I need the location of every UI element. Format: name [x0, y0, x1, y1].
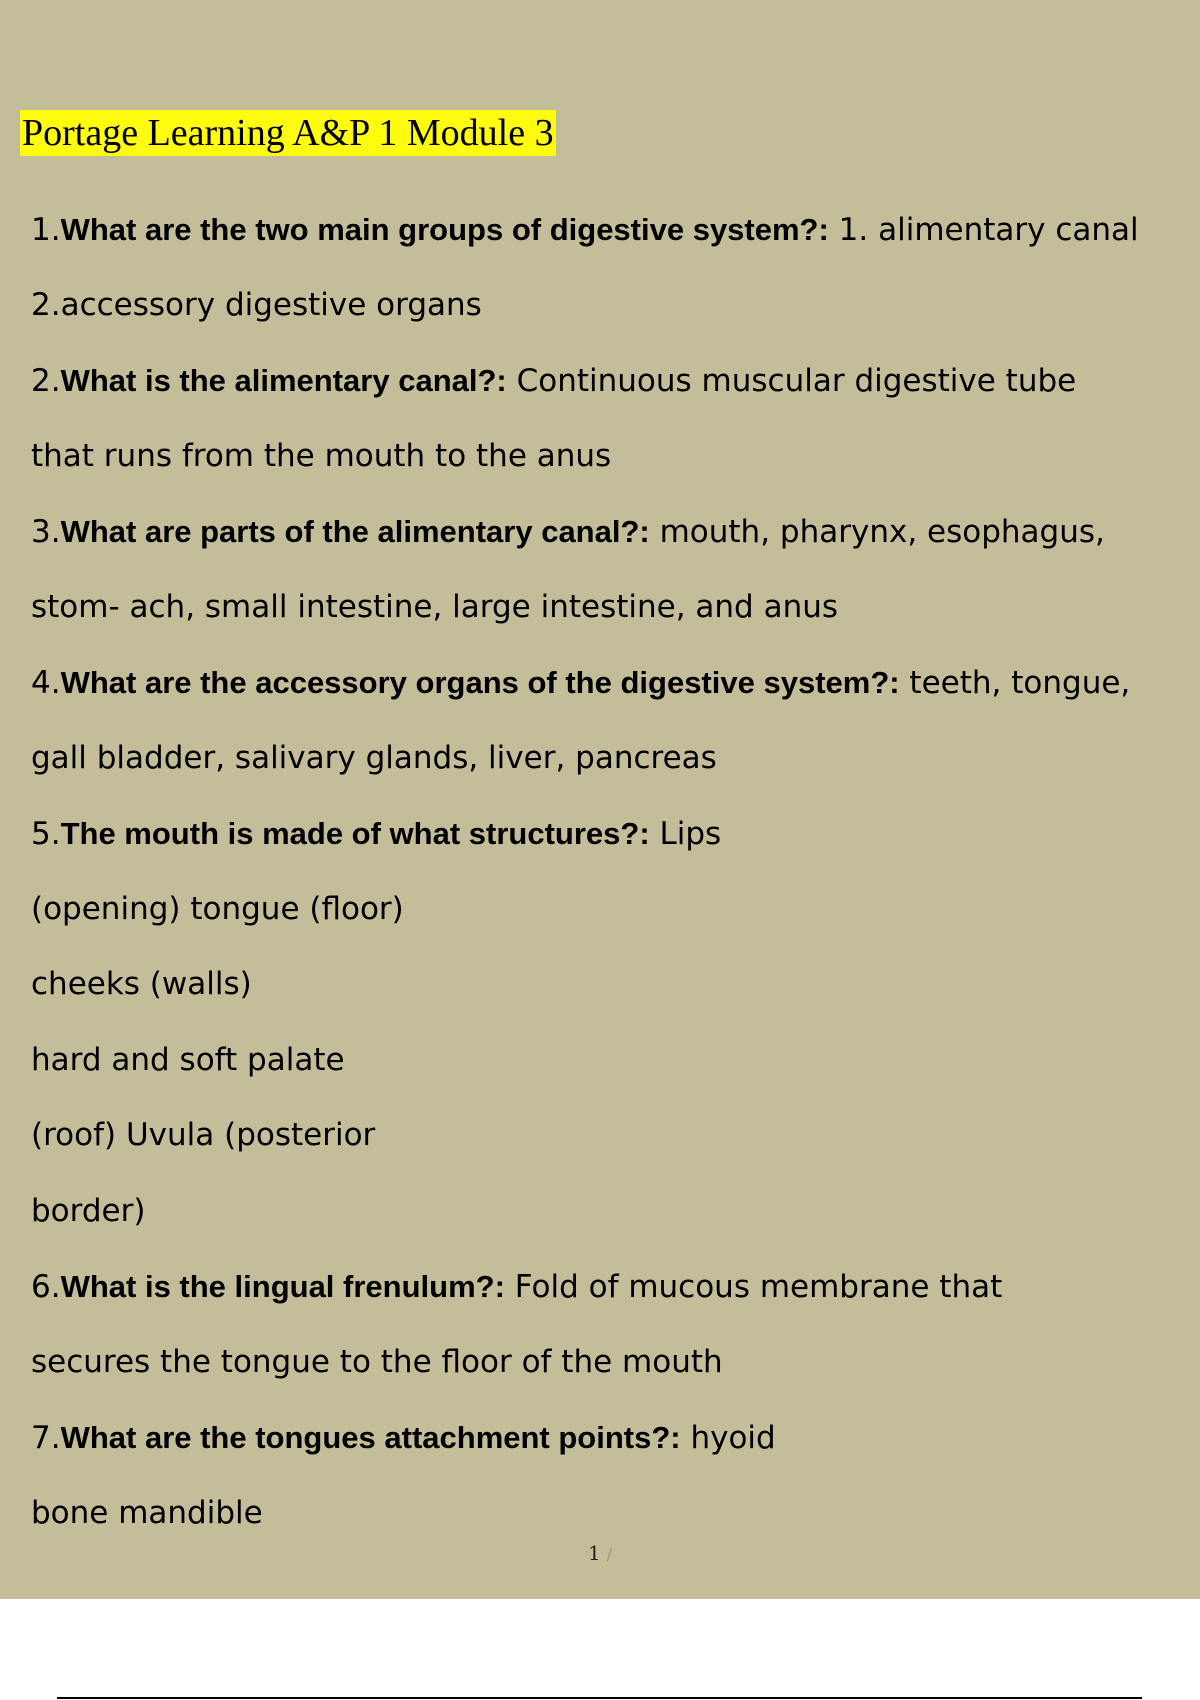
question-line	[31, 1249, 1191, 1325]
answer-line: cheeks (walls)	[31, 966, 252, 1002]
question-text: What is the lingual frenulum?:	[60, 1269, 505, 1304]
question-text: What are the accessory organs of the digestive system?:	[60, 665, 900, 700]
page-number-separator: /	[606, 1545, 613, 1564]
answer-line: hard and soft palate	[31, 1041, 345, 1078]
item-number: 4.	[31, 665, 61, 701]
item-number: 5.	[31, 816, 61, 852]
item-number: 2.	[31, 363, 61, 399]
answer-line: that runs from the mouth to the anus	[31, 437, 612, 474]
answer-line: stom- ach, small intestine, large intestine, and anus	[31, 588, 839, 625]
page-number	[0, 1541, 1200, 1565]
answer-line: secures the tongue to the floor of the mouth	[31, 1343, 723, 1380]
question-line	[31, 1400, 1191, 1476]
question-text: What are the tongues attachment points?:	[60, 1420, 681, 1455]
item-number: 3.	[31, 514, 61, 550]
item-number: 6.	[31, 1269, 61, 1305]
answer-text: mouth, pharynx, esophagus,	[649, 514, 1105, 550]
flashcard-list	[31, 192, 1191, 1551]
question-line	[31, 645, 1191, 721]
question-line	[31, 796, 1191, 872]
question-line	[31, 192, 1191, 268]
page-number-value: 1	[587, 1541, 601, 1565]
question-text: What are parts of the alimentary canal?:	[60, 514, 650, 549]
question-text: What are the two main groups of digestive system?:	[60, 212, 829, 247]
answer-text: Lips	[649, 816, 722, 852]
answer-line: bone mandible	[31, 1494, 263, 1531]
question-text: What is the alimentary canal?:	[60, 363, 507, 398]
answer-text: teeth, tongue,	[899, 665, 1131, 701]
answer-line: (opening) tongue (floor)	[31, 890, 404, 927]
answer-line: (roof) Uvula (posterior	[31, 1117, 376, 1153]
question-line	[31, 343, 1191, 419]
answer-line: border)	[31, 1192, 146, 1229]
answer-text: Fold of mucous membrane that	[504, 1269, 1003, 1305]
answer-text: hyoid	[680, 1420, 776, 1456]
item-number: 7.	[31, 1420, 61, 1456]
answer-line: 2.accessory digestive organs	[31, 286, 482, 323]
item-number: 1.	[31, 212, 61, 248]
footer-divider	[57, 1697, 1142, 1699]
answer-text: Continuous muscular digestive tube	[506, 363, 1077, 399]
document-title: Portage Learning A&P 1 Module 3	[22, 112, 554, 154]
answer-line: gall bladder, salivary glands, liver, pancreas	[31, 739, 717, 776]
question-text: The mouth is made of what structures?:	[60, 816, 650, 851]
answer-text: 1. alimentary canal	[828, 212, 1139, 248]
question-line	[31, 494, 1191, 570]
